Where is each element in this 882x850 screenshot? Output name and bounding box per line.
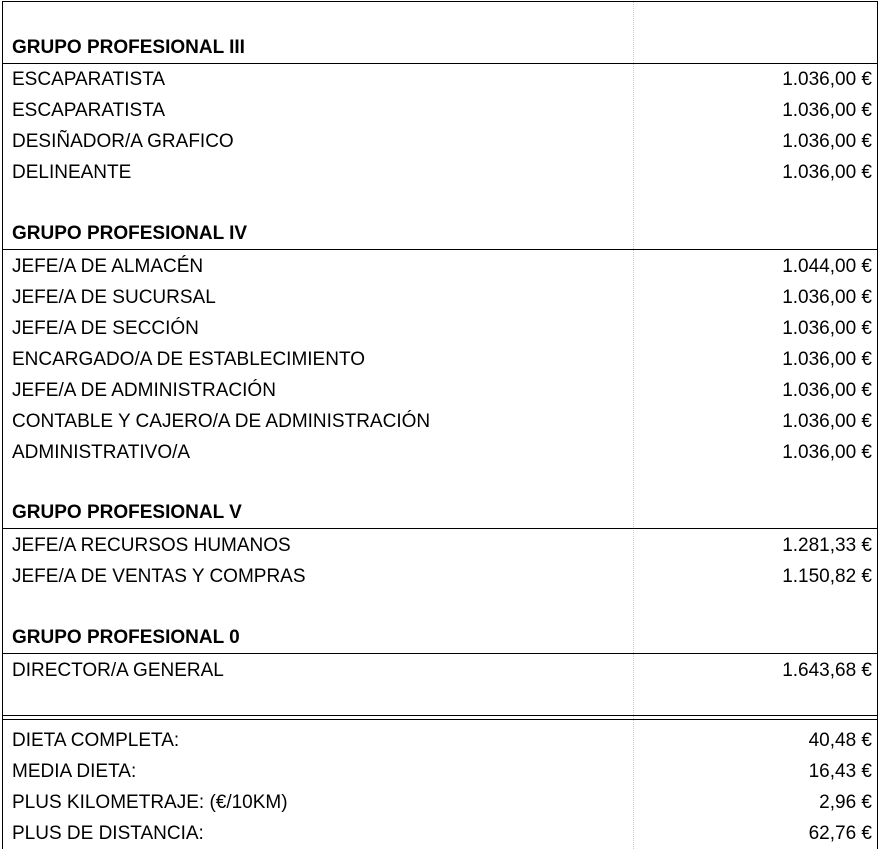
extras-row [3,787,877,818]
row-value: 62,76 € [808,823,872,844]
row-label: PLUS DE DISTANCIA: [12,823,204,844]
group-header-iii [3,33,877,64]
table-row [3,437,877,468]
table-row [3,344,877,375]
table-row [3,561,877,592]
table-row [3,251,877,282]
group-title: GRUPO PROFESIONAL IV [12,223,248,244]
row-label: ENCARGADO/A DE ESTABLECIMIENTO [12,349,365,370]
separator-line [3,715,877,716]
extras-row [3,818,877,849]
extras-row [3,725,877,756]
extras-row [3,756,877,787]
row-value: 1.036,00 € [782,442,872,463]
table-row [3,530,877,561]
row-label: JEFE/A DE ADMINISTRACIÓN [12,380,276,401]
row-value: 40,48 € [808,730,872,751]
row-label: DELINEANTE [12,162,132,183]
row-value: 1.036,00 € [782,69,872,90]
row-label: DIETA COMPLETA: [12,730,180,751]
group-title: GRUPO PROFESIONAL 0 [12,627,240,648]
salary-table [2,1,878,849]
group-title: GRUPO PROFESIONAL III [12,37,245,58]
row-value: 1.643,68 € [782,660,872,681]
group-header-0 [3,623,877,654]
row-value: 1.044,00 € [782,256,872,277]
row-label: ESCAPARATISTA [12,100,166,121]
table-row [3,157,877,188]
row-label: PLUS KILOMETRAJE: (€/10KM) [12,792,288,813]
row-label: ADMINISTRATIVO/A [12,442,191,463]
row-label: CONTABLE Y CAJERO/A DE ADMINISTRACIÓN [12,411,431,432]
table-row [3,655,877,686]
row-label: ESCAPARATISTA [12,69,166,90]
separator-line [3,719,877,720]
row-label: DIRECTOR/A GENERAL [12,660,224,681]
row-value: 1.036,00 € [782,411,872,432]
table-row [3,95,877,126]
group-header-iv [3,219,877,250]
row-value: 16,43 € [808,761,872,782]
table-row [3,126,877,157]
row-value: 1.036,00 € [782,349,872,370]
table-row [3,375,877,406]
table-row [3,313,877,344]
row-value: 1.281,33 € [782,535,872,556]
table-row [3,406,877,437]
row-value: 1.036,00 € [782,100,872,121]
row-value: 1.036,00 € [782,131,872,152]
row-value: 1.036,00 € [782,318,872,339]
row-label: JEFE/A DE SUCURSAL [12,287,216,308]
row-value: 2,96 € [819,792,872,813]
row-value: 1.036,00 € [782,380,872,401]
row-value: 1.036,00 € [782,162,872,183]
table-row [3,282,877,313]
row-label: JEFE/A DE VENTAS Y COMPRAS [12,566,306,587]
row-value: 1.150,82 € [782,566,872,587]
group-header-v [3,498,877,529]
row-label: JEFE/A RECURSOS HUMANOS [12,535,291,556]
row-label: JEFE/A DE SECCIÓN [12,318,199,339]
table-row [3,64,877,95]
group-title: GRUPO PROFESIONAL V [12,502,242,523]
row-label: JEFE/A DE ALMACÉN [12,256,204,277]
row-label: MEDIA DIETA: [12,761,137,782]
row-value: 1.036,00 € [782,287,872,308]
row-label: DESIÑADOR/A GRAFICO [12,131,234,152]
